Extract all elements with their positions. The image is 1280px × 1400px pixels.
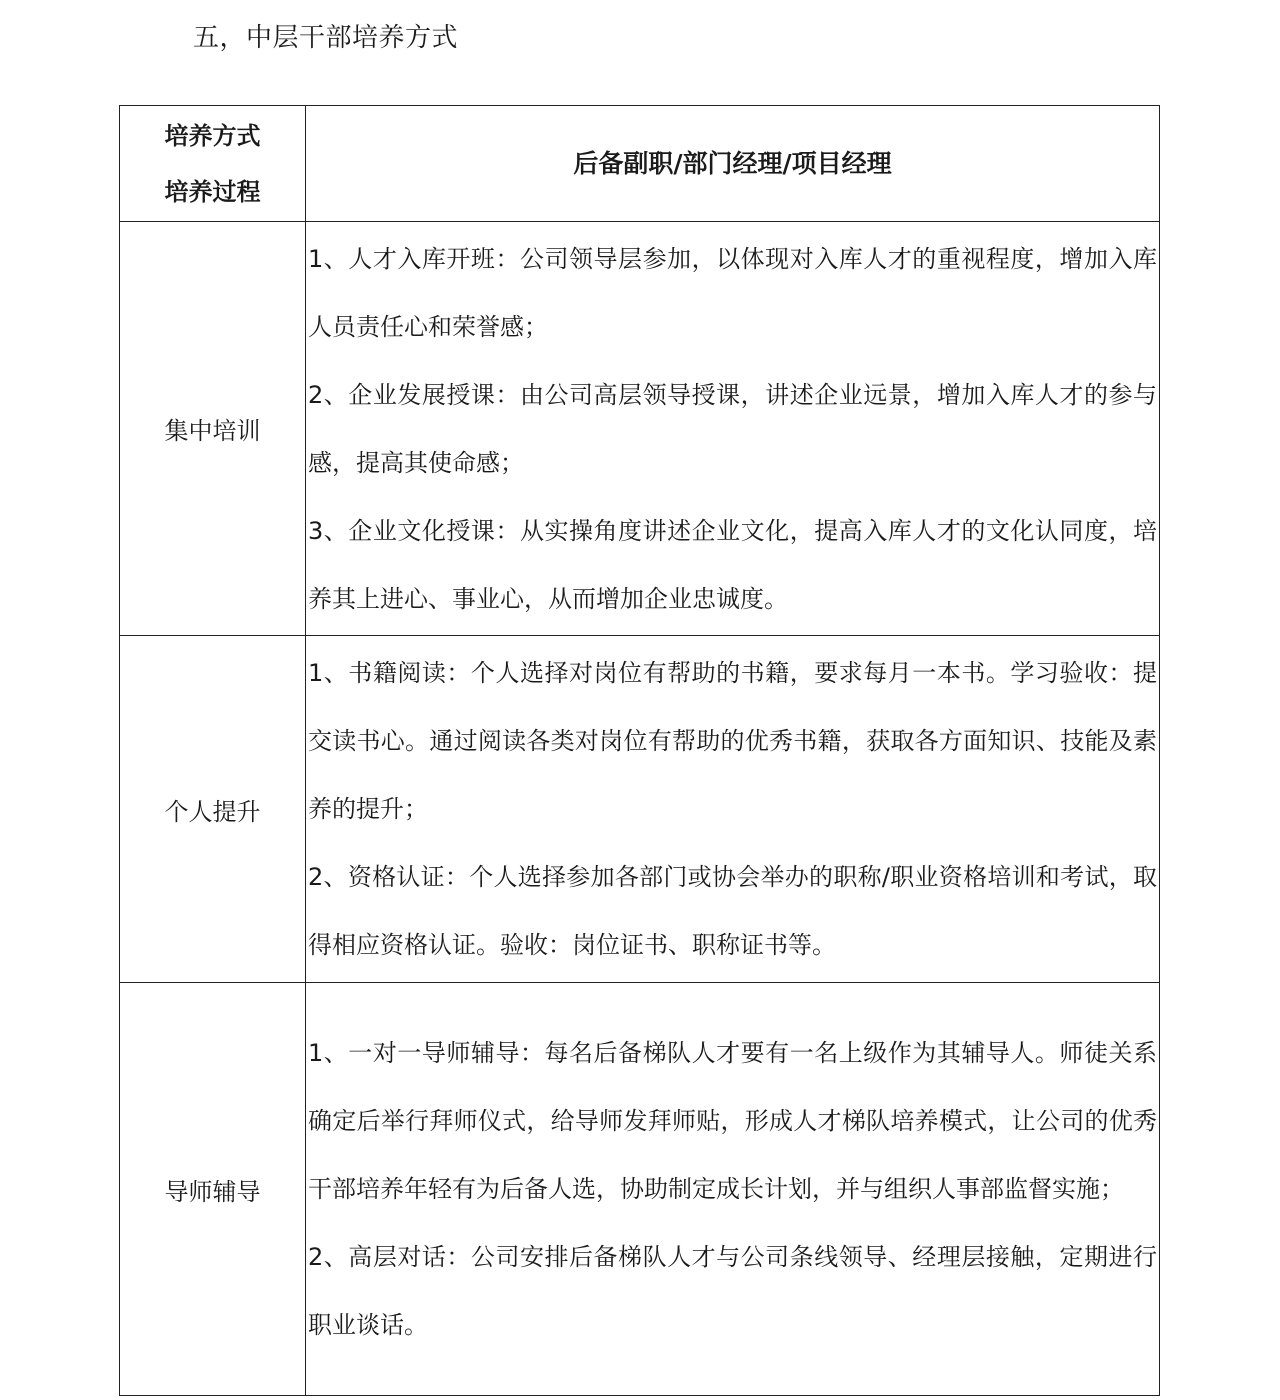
cadre-training-table: [119, 105, 1160, 1396]
table-row: [120, 222, 1160, 636]
header-left-cell: [120, 106, 306, 222]
list-item: 2、资格认证：个人选择参加各部门或协会举办的职称/职业资格培训和考试，取得相应资格认证。验收：岗位证书、职称证书等。: [308, 863, 1157, 959]
table-header-row: [120, 106, 1160, 222]
list-item: 1、书籍阅读：个人选择对岗位有帮助的书籍，要求每月一本书。学习验收：提交读书心。通过阅读各类对岗位有帮助的优秀书籍，获取各方面知识、技能及素养的提升；: [308, 659, 1157, 823]
row-category: 个人提升: [120, 636, 306, 983]
table-row: [120, 636, 1160, 983]
header-label-method: 培养方式: [164, 121, 261, 150]
list-item: 3、企业文化授课：从实操角度讲述企业文化，提高入库人才的文化认同度，培养其上进心、事业心，从而增加企业忠诚度。: [308, 516, 1157, 613]
row-category: 导师辅导: [120, 983, 306, 1396]
header-label-process: 培养过程: [164, 177, 261, 206]
list-item: 1、人才入库开班：公司领导层参加，以体现对入库人才的重视程度，增加入库人员责任心和荣誉感；: [308, 244, 1157, 341]
header-right-cell: [306, 106, 1160, 222]
row-content: [306, 983, 1160, 1396]
list-item: 2、高层对话：公司安排后备梯队人才与公司条线领导、经理层接触，定期进行职业谈话。: [308, 1243, 1157, 1339]
row-content: [306, 636, 1160, 983]
row-content: [306, 222, 1160, 636]
row-category: 集中培训: [120, 222, 306, 636]
list-item: 1、一对一导师辅导：每名后备梯队人才要有一名上级作为其辅导人。师徒关系确定后举行拜师仪式，给导师发拜师贴，形成人才梯队培养模式，让公司的优秀干部培养年轻有为后备人选，协助制定成长计划，并与组织人事部监督实施；: [308, 1039, 1157, 1203]
section-heading: 五，中层干部培养方式: [193, 23, 459, 53]
table-row: [120, 983, 1160, 1396]
list-item: 2、企业发展授课：由公司高层领导授课，讲述企业远景，增加入库人才的参与感，提高其使命感；: [308, 380, 1157, 477]
header-label-target: 后备副职/部门经理/项目经理: [573, 148, 892, 178]
